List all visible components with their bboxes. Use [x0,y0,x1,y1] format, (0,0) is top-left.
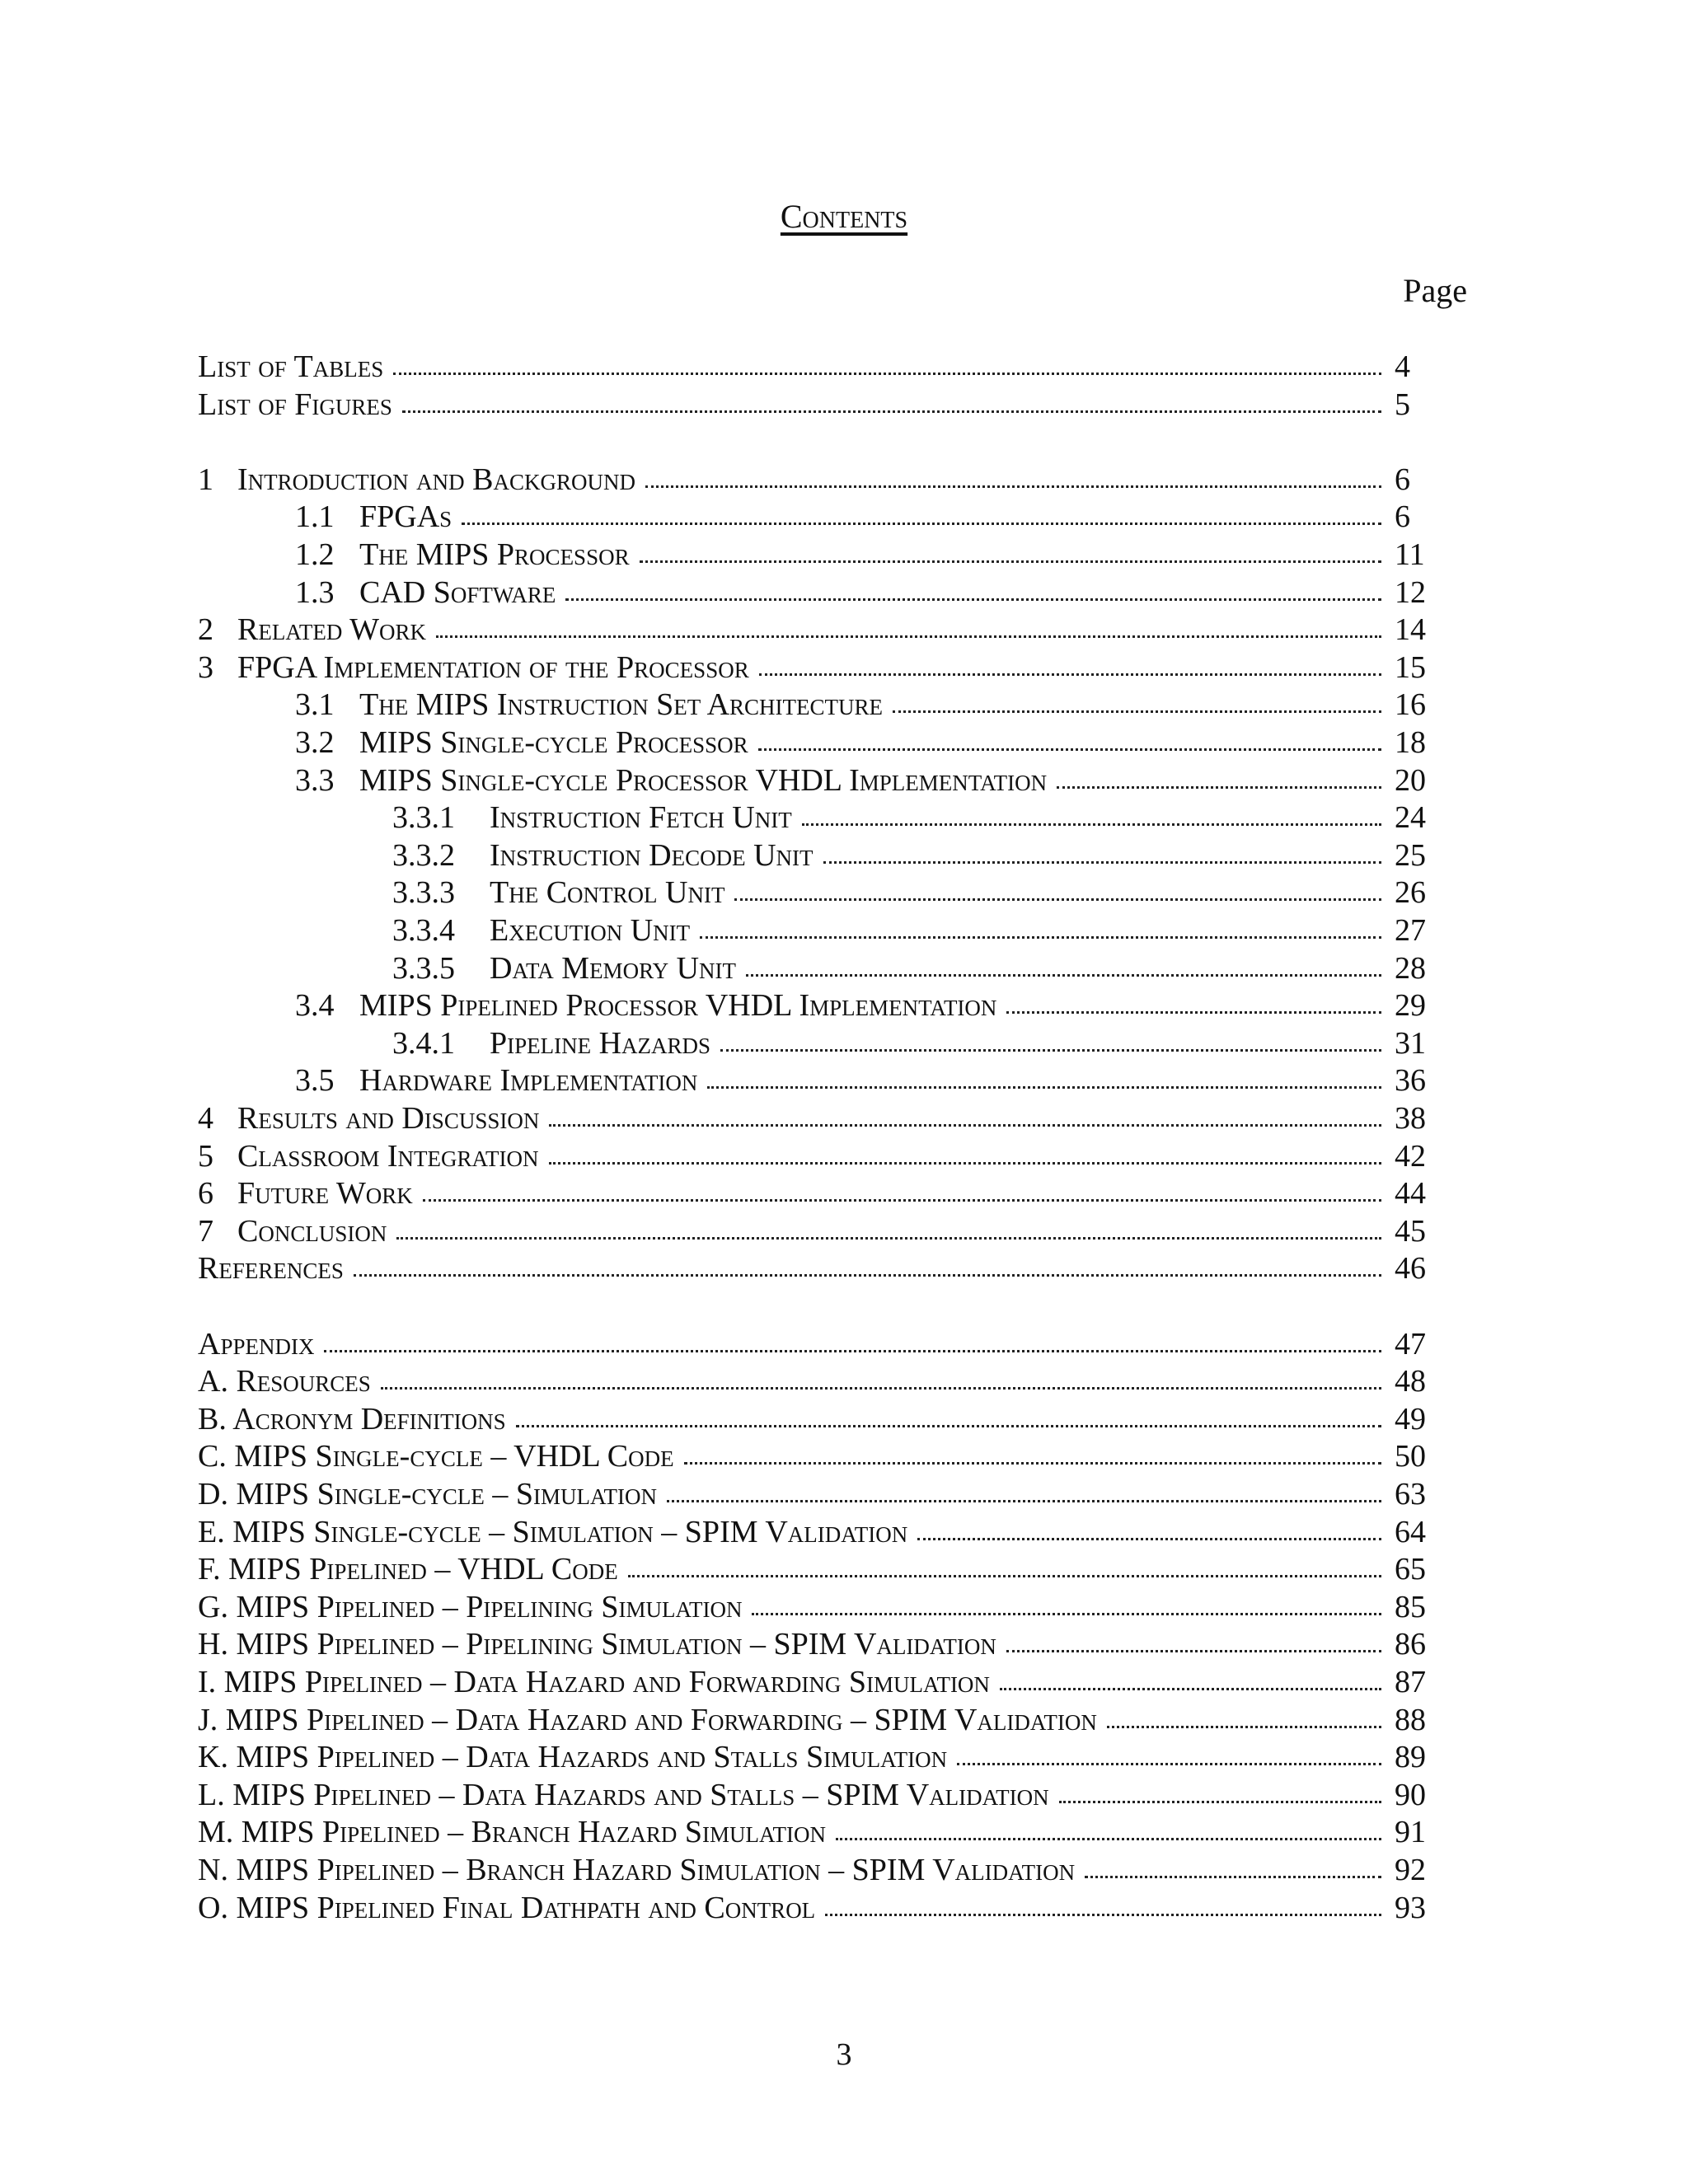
toc-entry[interactable] [295,574,1428,612]
toc-entry[interactable] [198,649,1428,687]
toc-entry[interactable] [198,1174,1428,1212]
toc-entry-number: 3.3.4 [392,913,455,948]
toc-entry-title: Hardware Implementation [359,1063,698,1099]
toc-entry-page: 47 [1395,1326,1426,1361]
toc-entry-page: 12 [1395,574,1426,610]
toc-entry-number: 1.1 [295,499,335,535]
toc-entry[interactable] [392,912,1428,949]
toc-entry-page: 48 [1395,1364,1426,1399]
toc-entry-title: G. MIPS Pipelined – Pipelining Simulation [198,1589,743,1624]
dot-leader [645,485,1381,488]
toc-entry-page: 49 [1395,1401,1426,1436]
toc-entry[interactable] [198,386,1428,424]
toc-entry-number: 3.1 [295,687,335,723]
toc-entry-page: 90 [1395,1777,1426,1812]
toc-entry-title: MIPS Single-cycle Processor [359,725,748,760]
toc-entry[interactable] [295,498,1428,536]
toc-entry-page: 93 [1395,1890,1426,1925]
toc-entry-number: 7 [198,1213,213,1249]
dot-leader [381,1386,1381,1390]
toc-entry[interactable] [392,799,1428,837]
dot-leader [957,1762,1381,1765]
toc-entry[interactable] [198,1663,1428,1701]
dot-leader [628,1574,1381,1577]
toc-entry-page: 88 [1395,1702,1426,1737]
toc-entry-number: 2 [198,612,213,648]
toc-entry-title: O. MIPS Pipelined Final Dathpath and Control [198,1890,816,1925]
dot-leader [917,1537,1381,1540]
toc-entry-page: 4 [1395,349,1410,384]
toc-entry[interactable] [198,1776,1428,1814]
toc-entry-title: I. MIPS Pipelined – Data Hazard and Forwarding Simulation [198,1665,990,1699]
toc-entry[interactable] [198,1625,1428,1663]
toc-entry[interactable] [198,1137,1428,1175]
dot-leader [1057,785,1381,789]
toc-entry[interactable] [295,536,1428,574]
dot-leader [823,860,1381,864]
dot-leader [436,635,1381,638]
toc-entry-title: MIPS Pipelined Processor VHDL Implementation [359,988,997,1024]
toc-entry[interactable] [198,1889,1428,1927]
toc-entry-number: 1.3 [295,574,335,610]
toc-entry-title: K. MIPS Pipelined – Data Hazards and Stalls Simulation [198,1740,948,1775]
toc-entry[interactable] [198,1475,1428,1513]
toc-entry-title: M. MIPS Pipelined – Branch Hazard Simulation [198,1815,827,1850]
toc-entry-title: D. MIPS Single-cycle – Simulation [198,1477,658,1511]
dot-leader [549,1161,1381,1165]
toc-entry[interactable] [198,1738,1428,1776]
toc-entry[interactable] [295,1062,1428,1099]
dot-leader [836,1837,1381,1840]
toc-entry-number: 3.3.1 [392,800,455,836]
toc-entry-page: 45 [1395,1213,1426,1249]
toc-entry[interactable] [198,1400,1428,1438]
dot-leader [324,1349,1381,1352]
toc-entry-title: Introduction and Background [237,462,635,497]
toc-entry-page: 42 [1395,1138,1426,1174]
toc-entry-number: 3.3.5 [392,950,455,986]
toc-entry-title: List of Figures [198,387,392,422]
toc-entry-number: 5 [198,1138,213,1174]
toc-entry[interactable] [198,1550,1428,1588]
toc-entry[interactable] [198,611,1428,649]
page-number: 3 [836,2037,852,2072]
toc-entry-page: 27 [1395,913,1426,948]
toc-entry-page: 86 [1395,1627,1426,1662]
toc-entry-title: The MIPS Processor [359,537,630,572]
toc-entry[interactable] [198,1588,1428,1626]
toc-entry-title: Conclusion [237,1213,387,1249]
toc-entry-number: 3.3 [295,762,335,798]
toc-entry-page: 36 [1395,1063,1426,1099]
dot-leader [640,560,1381,563]
toc-entry-title: Execution Unit [490,913,691,948]
dot-leader [1085,1875,1381,1878]
toc-entry-page: 38 [1395,1101,1426,1136]
toc-entry-page: 31 [1395,1025,1426,1061]
toc-entry-title: Results and Discussion [237,1101,540,1136]
toc-entry-page: 46 [1395,1251,1426,1286]
toc-entry-number: 3 [198,649,213,685]
toc-entry-page: 11 [1395,537,1425,572]
toc-entry[interactable] [392,837,1428,874]
toc-entry[interactable] [198,1249,1428,1287]
toc-entry-title: Pipeline Hazards [490,1025,711,1061]
dot-leader [720,1048,1381,1052]
toc-entry[interactable] [198,1513,1428,1551]
toc-entry[interactable] [198,1437,1428,1475]
dot-leader [684,1461,1381,1465]
dot-leader [396,1236,1381,1240]
toc-entry-number: 3.5 [295,1063,335,1099]
toc-entry-title: Instruction Decode Unit [490,837,814,873]
dot-leader [423,1198,1381,1202]
toc-entry[interactable] [198,1813,1428,1851]
toc-entry-page: 65 [1395,1552,1426,1587]
toc-entry-page: 85 [1395,1589,1426,1624]
toc-entry-number: 4 [198,1101,213,1136]
toc-entry-title: The MIPS Instruction Set Architecture [359,687,884,723]
dot-leader [1006,1010,1381,1014]
toc-entry-title: F. MIPS Pipelined – VHDL Code [198,1552,618,1587]
toc-entry[interactable] [198,1212,1428,1250]
toc-entry-title: Related Work [237,612,427,648]
dot-leader [758,748,1381,751]
dot-leader [462,522,1381,525]
toc-entry-page: 26 [1395,875,1426,911]
dot-leader [1000,1687,1381,1690]
toc-entry-title: J. MIPS Pipelined – Data Hazard and Forwarding – SPIM Validation [198,1702,1097,1737]
toc-entry-title: FPGAs [359,499,452,535]
toc-entry[interactable] [198,1099,1428,1137]
dot-leader [707,1085,1381,1089]
dot-leader [734,898,1381,901]
dot-leader [759,673,1381,676]
toc-entry-page: 20 [1395,762,1426,798]
dot-leader [402,410,1381,413]
toc-entry-title: Instruction Fetch Unit [490,800,792,836]
toc-entry-number: 3.4 [295,988,335,1024]
toc-entry-number: 3.3.3 [392,875,455,911]
toc-entry-title: Data Memory Unit [490,950,737,986]
toc-entry-number: 3.3.2 [392,837,455,873]
toc-entry-title: Appendix [198,1326,315,1361]
toc-entry-page: 24 [1395,800,1426,836]
toc-entry-title: List of Tables [198,349,384,384]
toc-entry[interactable] [295,724,1428,762]
toc-entry-page: 5 [1395,387,1410,422]
toc-entry-page: 6 [1395,462,1410,497]
toc-entry-title: L. MIPS Pipelined – Data Hazards and Stalls – SPIM Validation [198,1777,1049,1812]
dot-leader [516,1424,1381,1427]
toc-entry-page: 87 [1395,1665,1426,1699]
toc-entry-title: MIPS Single-cycle Processor VHDL Implementation [359,762,1048,798]
dot-leader [746,973,1381,977]
toc-entry-title: References [198,1251,344,1286]
toc-entry[interactable] [295,987,1428,1024]
dot-leader [667,1499,1381,1502]
toc-entry[interactable] [295,686,1428,724]
toc-entry-page: 44 [1395,1176,1426,1212]
dot-leader [1006,1649,1381,1652]
toc-entry-title: H. MIPS Pipelined – Pipelining Simulation – SPIM Validation [198,1627,996,1662]
toc-entry-number: 3.4.1 [392,1025,455,1061]
toc-entry[interactable] [392,1024,1428,1062]
toc-entry-page: 28 [1395,950,1426,986]
toc-entry[interactable] [198,1362,1428,1400]
toc-entry-number: 1.2 [295,537,335,572]
toc-entry-title: CAD Software [359,574,556,610]
toc-entry-title: Classroom Integration [237,1138,539,1174]
dot-leader [752,1612,1381,1615]
dot-leader [1059,1800,1381,1803]
toc-entry[interactable] [198,1851,1428,1889]
toc-entry-page: 6 [1395,499,1410,535]
toc-entry-number: 3.2 [295,725,335,760]
toc-entry[interactable] [295,762,1428,799]
toc-entry[interactable] [392,949,1428,987]
toc-entry-number: 1 [198,462,213,497]
toc-entry-title: The Control Unit [490,875,725,911]
toc-entry-title: N. MIPS Pipelined – Branch Hazard Simulation – SPIM Validation [198,1853,1076,1887]
dot-leader [1107,1725,1381,1728]
toc-entry-title: C. MIPS Single-cycle – VHDL Code [198,1439,674,1474]
toc-entry-page: 16 [1395,687,1426,723]
toc-entry-page: 15 [1395,649,1426,685]
toc-entry-page: 25 [1395,837,1426,873]
toc-entry-title: A. Resources [198,1364,371,1399]
toc-entry[interactable] [392,874,1428,912]
toc-entry-title: Future Work [237,1176,413,1212]
dot-leader [565,598,1381,601]
page-column-label: Page [1403,272,1467,309]
toc-entry-page: 18 [1395,725,1426,760]
dot-leader [893,710,1381,713]
toc-entry-page: 63 [1395,1477,1426,1511]
toc-entry-title: FPGA Implementation of the Processor [237,649,749,685]
toc-entry-page: 29 [1395,988,1426,1024]
dot-leader [393,372,1381,375]
toc-entry-title: B. Acronym Definitions [198,1401,506,1436]
toc-entry-page: 89 [1395,1740,1426,1775]
toc-entry-page: 92 [1395,1853,1426,1887]
dot-leader [802,823,1381,826]
toc-entry-title: E. MIPS Single-cycle – Simulation – SPIM Validation [198,1514,908,1549]
toc-entry-page: 14 [1395,612,1426,648]
dot-leader [825,1913,1381,1916]
dot-leader [549,1123,1381,1127]
toc-entry-page: 64 [1395,1514,1426,1549]
contents-heading: Contents [780,198,908,235]
dot-leader [700,935,1381,939]
toc-entry-page: 50 [1395,1439,1426,1474]
toc-entry[interactable] [198,348,1428,386]
dot-leader [354,1273,1381,1277]
toc-entry[interactable] [198,461,1428,499]
toc-entry-page: 91 [1395,1815,1426,1850]
toc-entry[interactable] [198,1701,1428,1739]
toc-entry[interactable] [198,1325,1428,1363]
toc-entry-number: 6 [198,1176,213,1212]
